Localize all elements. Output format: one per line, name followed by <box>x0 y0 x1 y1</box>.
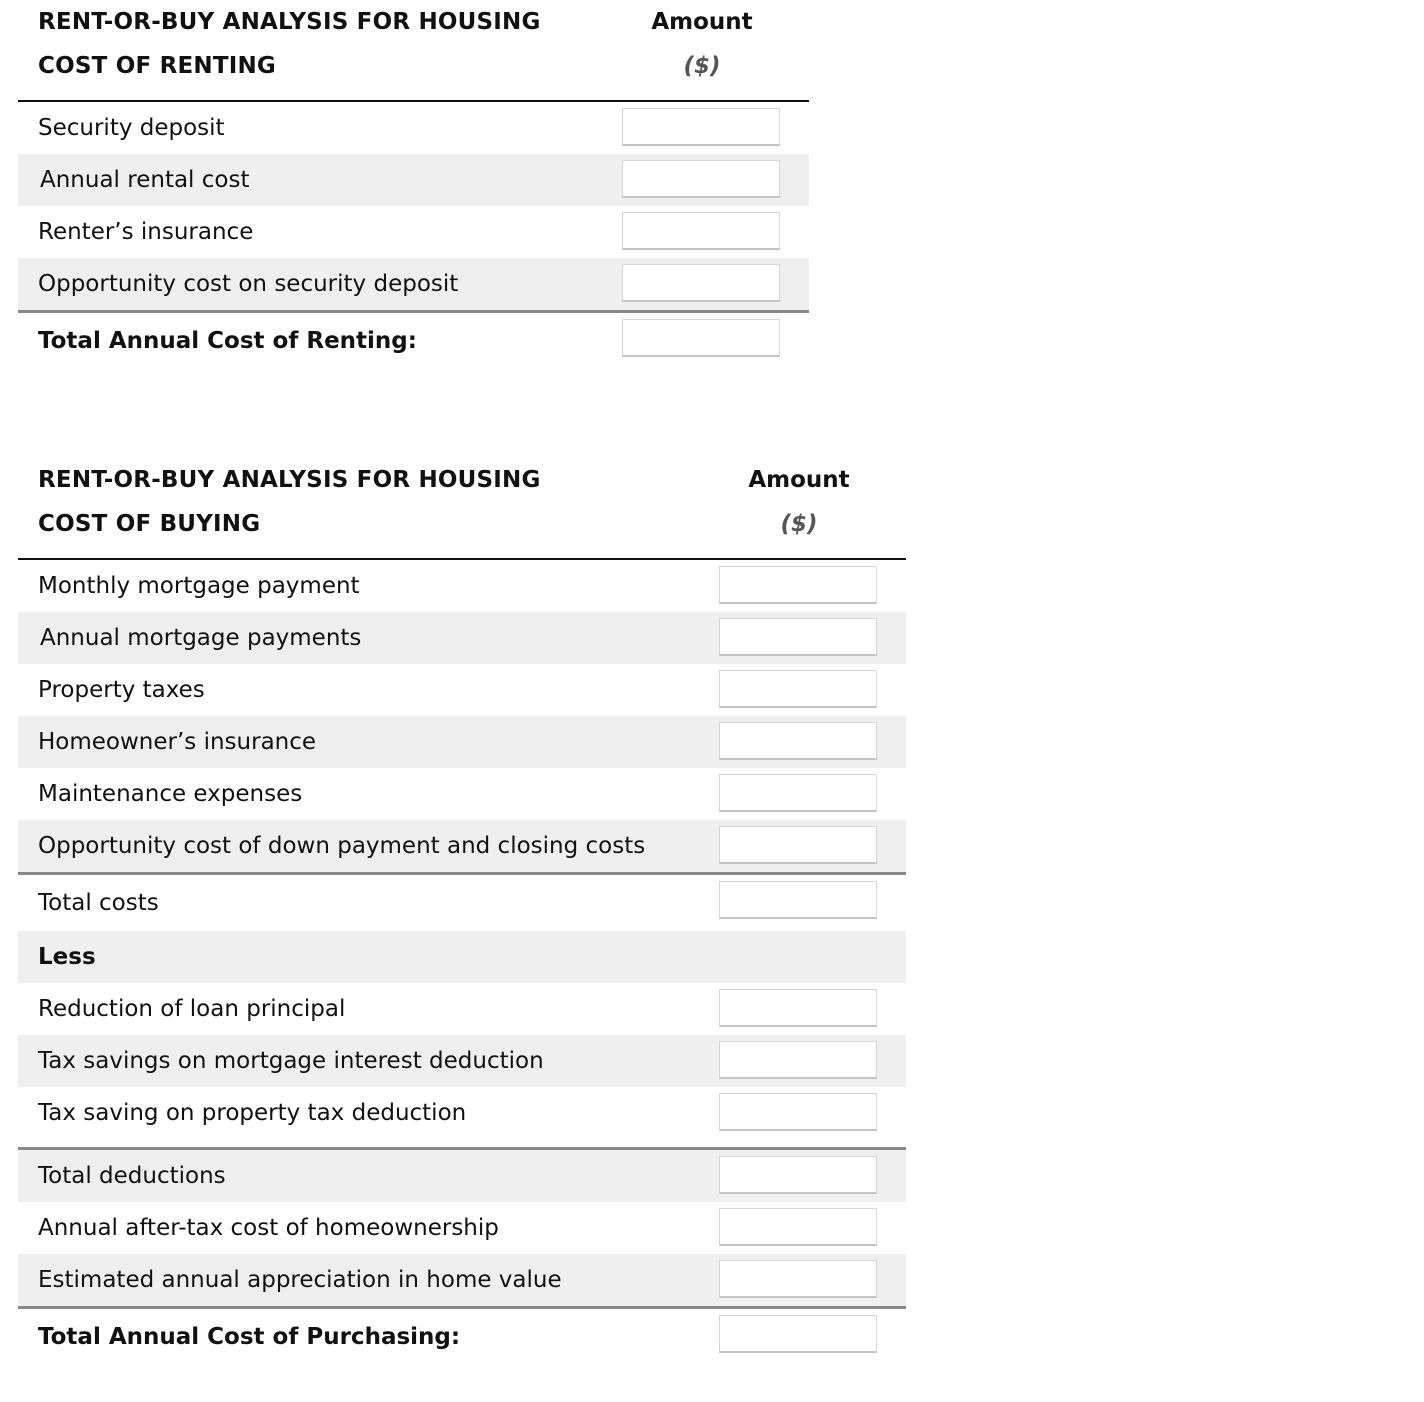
total-renting-label: Total Annual Cost of Renting: <box>38 328 417 354</box>
total-renting-input[interactable] <box>622 319 780 357</box>
total-costs-input[interactable] <box>719 881 877 919</box>
annual-appreciation-input[interactable] <box>719 1260 877 1298</box>
tax-savings-mortgage-interest-input[interactable] <box>719 1041 877 1079</box>
renters-insurance-label: Renter’s insurance <box>38 219 254 245</box>
opportunity-cost-down-payment-input[interactable] <box>719 826 877 864</box>
table-row-homeowners-insurance <box>18 716 906 768</box>
annual-mortgage-input[interactable] <box>719 618 877 656</box>
maintenance-expenses-input[interactable] <box>719 774 877 812</box>
after-tax-cost-input[interactable] <box>719 1208 877 1246</box>
table-row-opportunity-cost-deposit <box>18 258 809 310</box>
monthly-mortgage-label: Monthly mortgage payment <box>38 573 360 599</box>
reduction-loan-principal-label: Reduction of loan principal <box>38 996 346 1022</box>
security-deposit-label: Security deposit <box>38 115 225 141</box>
tax-saving-property-tax-input[interactable] <box>719 1093 877 1131</box>
homeowners-insurance-input[interactable] <box>719 722 877 760</box>
security-deposit-input[interactable] <box>622 108 780 146</box>
total-costs-label: Total costs <box>38 890 159 916</box>
buying-header-row-2 <box>18 502 906 546</box>
table-row-annual-rental-cost <box>18 154 809 206</box>
annual-rental-cost-input[interactable] <box>622 160 780 198</box>
table-row-annual-appreciation <box>18 1254 906 1306</box>
table-row-maintenance-expenses <box>18 768 906 820</box>
renting-table <box>18 0 809 369</box>
monthly-mortgage-input[interactable] <box>719 566 877 604</box>
table-row-total-costs <box>18 875 906 931</box>
buying-table <box>18 458 906 1365</box>
after-tax-cost-label: Annual after-tax cost of homeownership <box>38 1215 499 1241</box>
buying-amount-unit: ($) <box>780 511 818 537</box>
buying-table-title: RENT-OR-BUY ANALYSIS FOR HOUSING <box>38 467 541 493</box>
opportunity-cost-deposit-input[interactable] <box>622 264 780 302</box>
table-row-total-renting <box>18 313 809 369</box>
table-row-total-purchasing <box>18 1309 906 1365</box>
buying-section-title: COST OF BUYING <box>38 511 261 537</box>
renting-header-row-1 <box>18 0 809 44</box>
table-row-less <box>18 931 906 983</box>
property-taxes-input[interactable] <box>719 670 877 708</box>
table-row-monthly-mortgage <box>18 560 906 612</box>
reduction-loan-principal-input[interactable] <box>719 989 877 1027</box>
renters-insurance-input[interactable] <box>622 212 780 250</box>
annual-rental-cost-label: Annual rental cost <box>40 167 250 193</box>
renting-section-title: COST OF RENTING <box>38 53 277 79</box>
homeowners-insurance-label: Homeowner’s insurance <box>38 729 317 755</box>
opportunity-cost-deposit-label: Opportunity cost on security deposit <box>38 271 459 297</box>
total-purchasing-label: Total Annual Cost of Purchasing: <box>38 1324 461 1350</box>
table-row-security-deposit <box>18 102 809 154</box>
buying-amount-header: Amount <box>748 467 850 493</box>
table-row-property-taxes <box>18 664 906 716</box>
renting-amount-unit: ($) <box>683 53 721 79</box>
property-taxes-label: Property taxes <box>38 677 205 703</box>
total-deductions-label: Total deductions <box>38 1163 226 1189</box>
annual-mortgage-label: Annual mortgage payments <box>40 625 362 651</box>
tax-savings-mortgage-interest-label: Tax savings on mortgage interest deduction <box>38 1048 544 1074</box>
total-deductions-input[interactable] <box>719 1156 877 1194</box>
table-row-tax-saving-property-tax <box>18 1087 906 1139</box>
annual-appreciation-label: Estimated annual appreciation in home value <box>38 1267 562 1293</box>
table-row-tax-savings-mortgage-interest <box>18 1035 906 1087</box>
opportunity-cost-down-payment-label: Opportunity cost of down payment and closing costs <box>38 833 646 859</box>
renting-amount-header: Amount <box>651 9 753 35</box>
maintenance-expenses-label: Maintenance expenses <box>38 781 303 807</box>
renting-table-title: RENT-OR-BUY ANALYSIS FOR HOUSING <box>38 9 541 35</box>
renting-header-row-2 <box>18 44 809 88</box>
less-label: Less <box>38 944 96 970</box>
total-purchasing-input[interactable] <box>719 1315 877 1353</box>
table-row-reduction-loan-principal <box>18 983 906 1035</box>
table-row-total-deductions <box>18 1150 906 1202</box>
buying-header-row-1 <box>18 458 906 502</box>
table-row-after-tax-cost <box>18 1202 906 1254</box>
table-row-renters-insurance <box>18 206 809 258</box>
table-row-annual-mortgage <box>18 612 906 664</box>
tax-saving-property-tax-label: Tax saving on property tax deduction <box>38 1100 467 1126</box>
table-row-opportunity-cost-down-payment <box>18 820 906 872</box>
